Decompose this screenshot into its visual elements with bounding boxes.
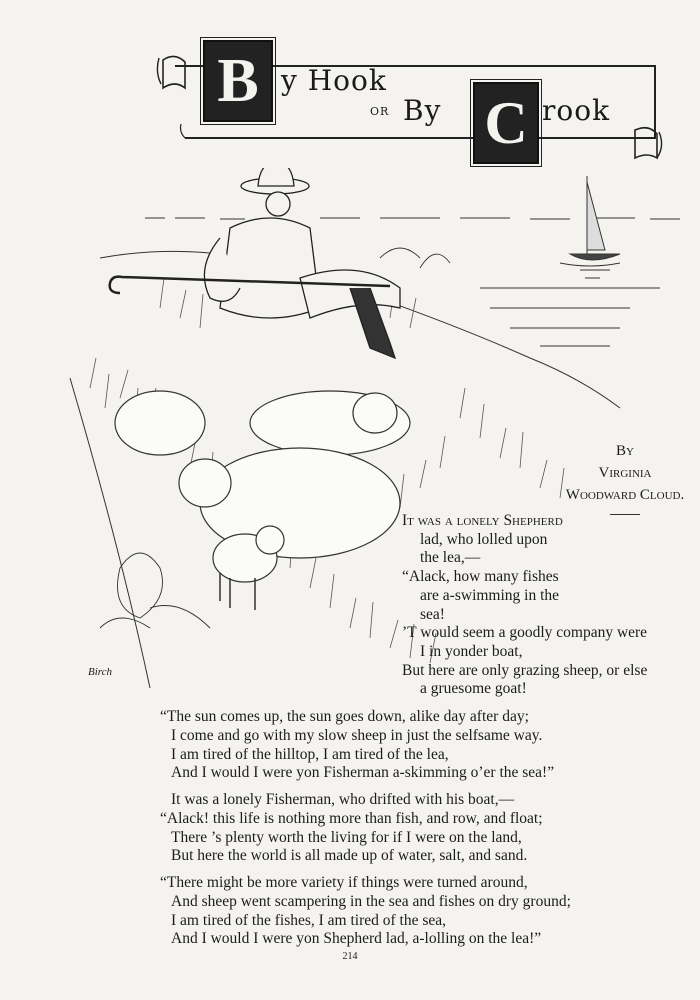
page-number: 214 xyxy=(342,951,358,962)
stanza-2 xyxy=(160,708,554,783)
stanza-1-line-2: lad, who lolled upon xyxy=(420,530,548,548)
title-word-or: or xyxy=(370,101,390,119)
stanza-1-line-10: a gruesome goat! xyxy=(420,680,527,698)
drop-cap-c: C xyxy=(473,82,539,164)
byline xyxy=(555,440,695,515)
stanza-1-line-7: ’T would seem a goodly company were xyxy=(402,624,648,642)
drop-cap-b: B xyxy=(203,40,273,122)
stanza-4-line-1: “There might be more variety if things were turned around, xyxy=(160,874,528,891)
author-last-name: Woodward Cloud. xyxy=(565,487,685,503)
stanza-3-line-4: But here the world is all made up of water, salt, and sand. xyxy=(171,847,528,865)
stanza-1-line-1: It was a lonely Shepherd xyxy=(402,512,563,529)
stanza-2-line-3: I am tired of the hilltop, I am tired of the lea, xyxy=(171,745,449,763)
stanza-2-line-4: And I would I were yon Fisherman a-skimming o’er the sea!” xyxy=(171,764,555,782)
artist-signature: Birch xyxy=(88,666,113,678)
stanza-4-line-2: And sheep went scampering in the sea and fishes on dry ground; xyxy=(171,892,571,910)
title-word-y-hook: y Hook xyxy=(281,64,387,97)
stanza-2-line-1: “The sun comes up, the sun goes down, alike day after day; xyxy=(160,708,529,725)
stanza-3 xyxy=(160,791,543,866)
title-word-rook: rook xyxy=(542,94,611,127)
author-first-name: Virginia xyxy=(598,465,652,481)
stanza-1 xyxy=(402,512,688,699)
stanza-1-line-5: are a-swimming in the xyxy=(420,586,560,604)
byline-by: By xyxy=(616,443,634,459)
stanza-3-line-2: “Alack! this life is nothing more than fish, and row, and float; xyxy=(160,809,543,827)
stanza-4 xyxy=(160,874,571,949)
stanza-1-line-4: “Alack, how many fishes xyxy=(402,568,559,586)
stanza-1-line-9: But here are only grazing sheep, or else xyxy=(402,661,648,679)
stanza-3-line-1: It was a lonely Fisherman, who drifted with his boat,— xyxy=(171,791,515,808)
stanza-1-line-3: the lea,— xyxy=(420,549,481,567)
title-banner xyxy=(155,38,675,163)
stanza-4-line-3: I am tired of the fishes, I am tired of the sea, xyxy=(171,911,447,929)
stanza-4-line-4: And I would I were yon Shepherd lad, a-lolling on the lea!” xyxy=(171,930,542,948)
stanza-3-line-3: There ’s plenty worth the living for if I were on the land, xyxy=(171,828,522,846)
title-word-by: By xyxy=(403,94,442,127)
stanza-1-line-6: sea! xyxy=(420,605,445,623)
stanza-1-line-8: I in yonder boat, xyxy=(420,642,523,660)
stanza-2-line-2: I come and go with my slow sheep in just the selfsame way. xyxy=(171,726,543,744)
